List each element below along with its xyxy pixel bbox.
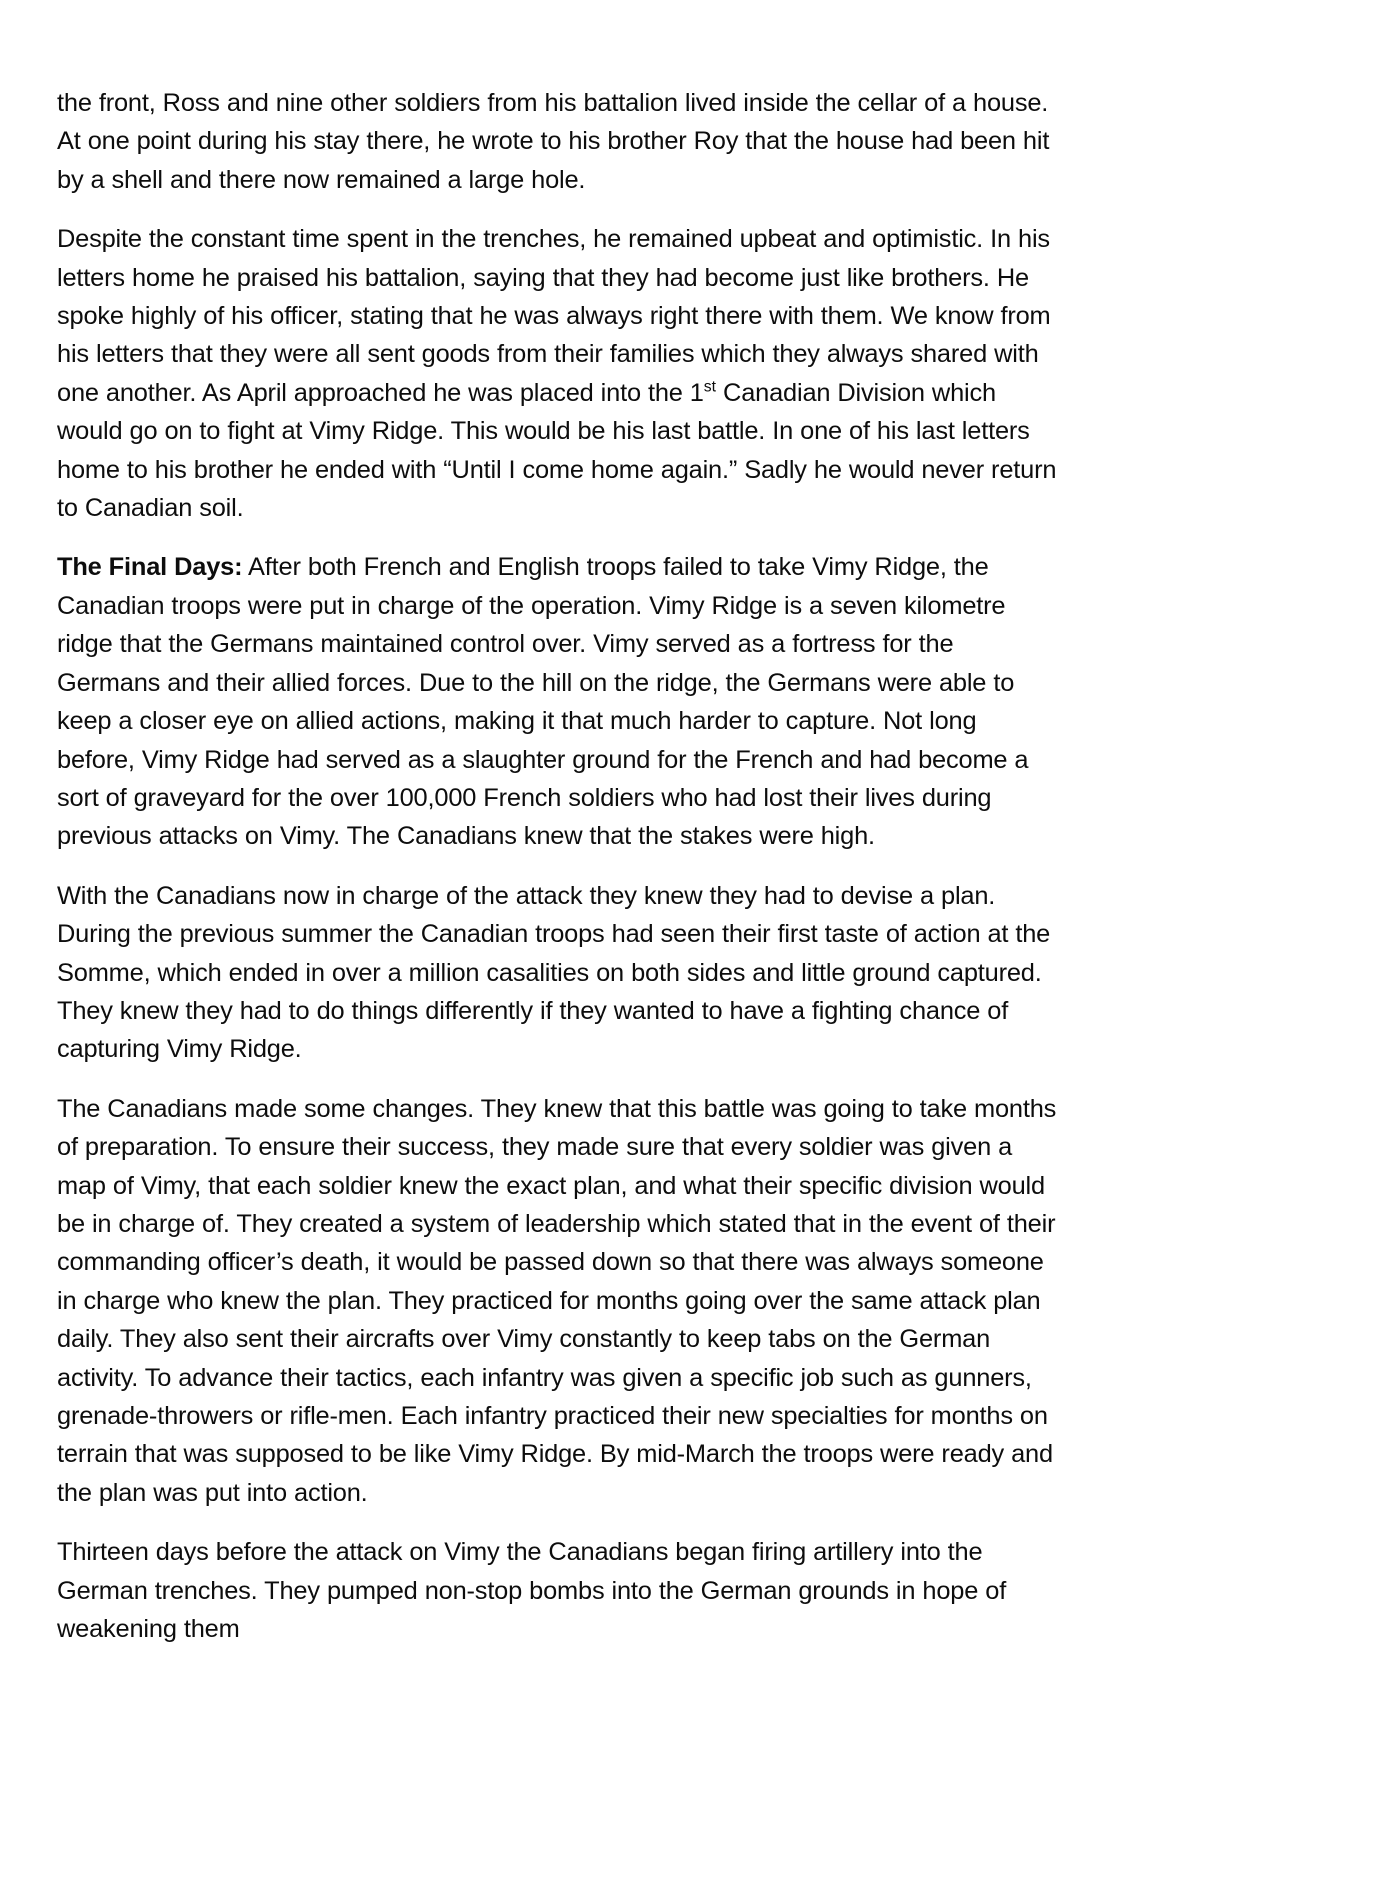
paragraph-4: With the Canadians now in charge of the attack they knew they had to devise a plan. During the previous summer the Canadian troops had seen their first taste of action at the Somme, which ended in over a million casalities on both sides and little ground captured. They knew they had to do things differently if they wanted to have a fighting chance of capturing Vimy Ridge. — [57, 881, 1051, 1064]
paragraph-3-body: After both French and English troops failed to take Vimy Ridge, the Canadian troops were put in charge of the operation. Vimy Ridge is a seven kilometre ridge that the Germans maintained control over. Vimy served as a fortress for the Germans and their allied forces. Due to the hill on the ridge, the Germans were able to keep a closer eye on allied actions, making it that much harder to capture. Not long before, Vimy Ridge had served as a slaughter ground for the French and had become a sort of graveyard for the over 100,000 French soldiers who had lost their lives during previous attacks on Vimy. The Canadians knew that the stakes were high. — [57, 553, 1029, 851]
paragraph-5: The Canadians made some changes. They knew that this battle was going to take months of preparation. To ensure their success, they made sure that every soldier was given a map of Vimy, that each soldier knew the exact plan, and what their specific division would be in charge of. They created a system of leadership which stated that in the event of their commanding officer’s death, it would be passed down so that there was always someone in charge who knew the plan. They practiced for months going over the same attack plan daily. They also sent their aircrafts over Vimy constantly to keep tabs on the German activity. To advance their tactics, each infantry was given a specific job such as gunners, grenade-throwers or rifle-men. Each infantry practiced their new specialties for months on terrain that was supposed to be like Vimy Ridge. By mid-March the troops were ready and the plan was put into action. — [57, 1094, 1057, 1507]
paragraph-1: the front, Ross and nine other soldiers from his battalion lived inside the cellar of a house. At one point during his stay there, he wrote to his brother Roy that the house had been hit by a shell and there now remained a large hole. — [57, 89, 1050, 194]
section-heading-the-final-days: The Final Days: — [57, 553, 243, 582]
paragraph-3 — [57, 548, 1060, 855]
paragraph-2-text-before-ordinal: Despite the constant time spent in the trenches, he remained upbeat and optimistic. In his letters home he praised his battalion, saying that they had become just like brothers. He spoke highly of his officer, stating that he was always right there with them. We know from his letters that they were all sent goods from their families which they always shared with one another. As April approached he was placed into the 1 — [57, 225, 1051, 407]
paragraph-2-text-after-ordinal: Canadian Division which would go on to fight at Vimy Ridge. This would be his last battle. In one of his last letters home to his brother he ended with “Until I come home again.” Sadly he would never return to Canadian soil. — [57, 378, 1057, 523]
paragraph-2 — [57, 220, 1060, 527]
paragraph-6: Thirteen days before the attack on Vimy the Canadians began firing artillery into the German trenches. They pumped non-stop bombs into the German grounds in hope of weakening them — [57, 1538, 1007, 1644]
document-text-column — [57, 84, 1060, 1648]
ordinal-suffix-st: st — [703, 378, 716, 396]
